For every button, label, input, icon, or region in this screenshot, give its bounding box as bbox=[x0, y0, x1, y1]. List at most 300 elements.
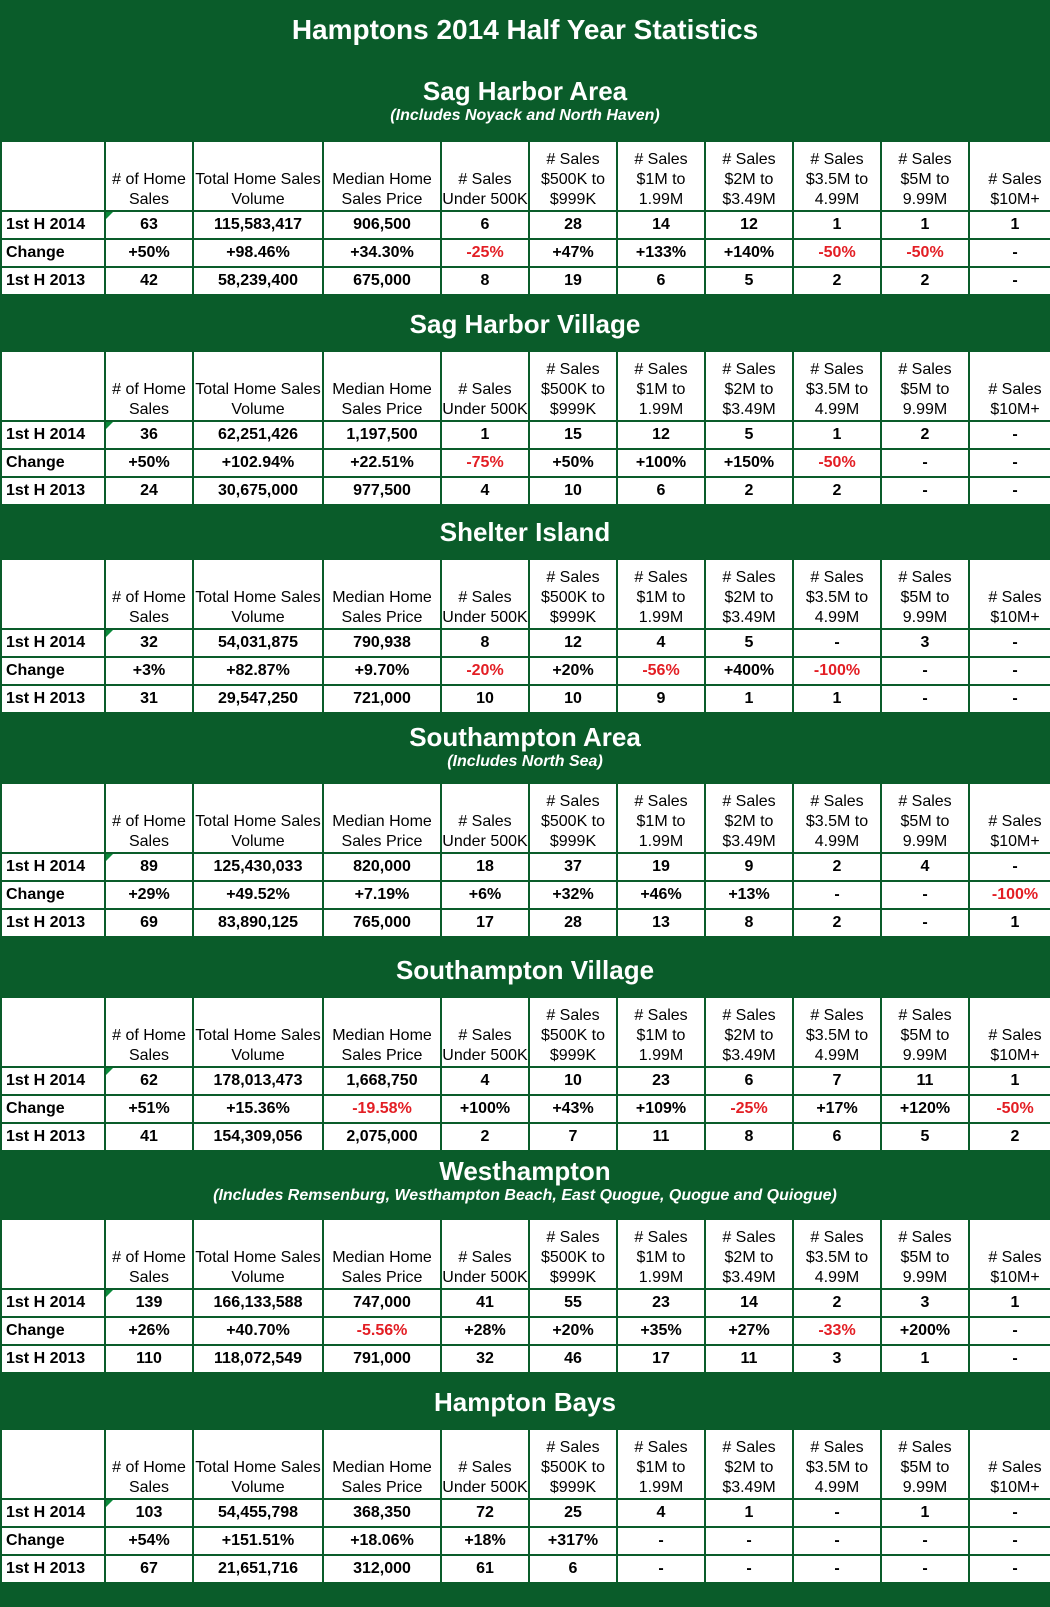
column-header bbox=[1, 1219, 105, 1289]
table-cell: 1,668,750 bbox=[323, 1067, 441, 1095]
column-header: # Sales Under 500K bbox=[441, 351, 529, 421]
row-label bbox=[1, 685, 105, 713]
table-cell: - bbox=[969, 657, 1050, 685]
table-cell: 30,675,000 bbox=[193, 477, 323, 505]
table-cell: 83,890,125 bbox=[193, 909, 323, 937]
table-cell: - bbox=[969, 1499, 1050, 1527]
table-cell: +400% bbox=[705, 657, 793, 685]
row-label-text: 1st H 2014 bbox=[6, 858, 86, 875]
column-header: # Sales $500K to $999K bbox=[529, 351, 617, 421]
column-header: Total Home Sales Volume bbox=[193, 1429, 323, 1499]
cell-comment-marker-icon bbox=[106, 1290, 113, 1297]
table-cell: 5 bbox=[881, 1123, 969, 1151]
table-cell: - bbox=[617, 1555, 705, 1583]
table-row bbox=[1, 239, 1050, 267]
table-cell: 1,197,500 bbox=[323, 421, 441, 449]
table-cell: +43% bbox=[529, 1095, 617, 1123]
table-cell: 29,547,250 bbox=[193, 685, 323, 713]
table-cell: +50% bbox=[529, 449, 617, 477]
table-cell: 11 bbox=[881, 1067, 969, 1095]
column-header: # of Home Sales bbox=[105, 141, 193, 211]
table-cell: - bbox=[705, 1527, 793, 1555]
table-cell: - bbox=[969, 1317, 1050, 1345]
column-header: # of Home Sales bbox=[105, 1219, 193, 1289]
row-label bbox=[1, 1067, 105, 1095]
stats-table bbox=[0, 996, 1050, 1152]
table-cell: 2 bbox=[793, 909, 881, 937]
column-header: Median Home Sales Price bbox=[323, 351, 441, 421]
table-row bbox=[1, 421, 1050, 449]
column-header: # of Home Sales bbox=[105, 559, 193, 629]
table-cell: -100% bbox=[793, 657, 881, 685]
table-cell: 62 bbox=[105, 1067, 193, 1095]
column-header: # Sales $3.5M to 4.99M bbox=[793, 783, 881, 853]
table-cell: 5 bbox=[705, 267, 793, 295]
table-cell: 6 bbox=[529, 1555, 617, 1583]
table-cell: 1 bbox=[793, 211, 881, 239]
column-header: # Sales $3.5M to 4.99M bbox=[793, 141, 881, 211]
table-cell: - bbox=[881, 477, 969, 505]
row-label bbox=[1, 239, 105, 267]
table-cell: 9 bbox=[617, 685, 705, 713]
table-cell: 1 bbox=[793, 421, 881, 449]
table-cell: 2 bbox=[793, 267, 881, 295]
table-cell: - bbox=[793, 1527, 881, 1555]
column-header bbox=[1, 351, 105, 421]
stats-table bbox=[0, 782, 1050, 938]
column-header: # Sales $2M to $3.49M bbox=[705, 559, 793, 629]
row-label-text: 1st H 2013 bbox=[6, 1560, 86, 1577]
table-cell: 3 bbox=[793, 1345, 881, 1373]
table-cell: 17 bbox=[441, 909, 529, 937]
column-header: # Sales $10M+ bbox=[969, 559, 1050, 629]
table-row bbox=[1, 685, 1050, 713]
table-row bbox=[1, 1499, 1050, 1527]
table-cell: -5.56% bbox=[323, 1317, 441, 1345]
row-label-text: Change bbox=[6, 662, 65, 679]
section-header bbox=[0, 944, 1050, 996]
column-header: Total Home Sales Volume bbox=[193, 997, 323, 1067]
column-header: # Sales $1M to 1.99M bbox=[617, 997, 705, 1067]
table-cell: 58,239,400 bbox=[193, 267, 323, 295]
row-label-text: Change bbox=[6, 454, 65, 471]
column-header: # Sales $500K to $999K bbox=[529, 997, 617, 1067]
column-header: # Sales $500K to $999K bbox=[529, 1219, 617, 1289]
table-cell: 36 bbox=[105, 421, 193, 449]
table-cell: -19.58% bbox=[323, 1095, 441, 1123]
table-cell: - bbox=[881, 449, 969, 477]
column-header: # Sales $10M+ bbox=[969, 783, 1050, 853]
table-cell: +82.87% bbox=[193, 657, 323, 685]
table-cell: +49.52% bbox=[193, 881, 323, 909]
table-cell: 32 bbox=[441, 1345, 529, 1373]
column-header: Total Home Sales Volume bbox=[193, 559, 323, 629]
table-cell: 118,072,549 bbox=[193, 1345, 323, 1373]
table-cell: - bbox=[969, 421, 1050, 449]
table-cell: 13 bbox=[617, 909, 705, 937]
row-label-text: Change bbox=[6, 1532, 65, 1549]
table-cell: 115,583,417 bbox=[193, 211, 323, 239]
table-row bbox=[1, 881, 1050, 909]
table-cell: 15 bbox=[529, 421, 617, 449]
table-cell: +26% bbox=[105, 1317, 193, 1345]
table-cell: 23 bbox=[617, 1067, 705, 1095]
column-header: Median Home Sales Price bbox=[323, 141, 441, 211]
column-header: Median Home Sales Price bbox=[323, 997, 441, 1067]
table-cell: 1 bbox=[969, 1067, 1050, 1095]
table-row bbox=[1, 1095, 1050, 1123]
section-title: Sag Harbor Area bbox=[422, 76, 628, 106]
table-cell: 1 bbox=[881, 1499, 969, 1527]
table-row bbox=[1, 853, 1050, 881]
column-header: # Sales $1M to 1.99M bbox=[617, 783, 705, 853]
table-cell: - bbox=[705, 1555, 793, 1583]
table-cell: 166,133,588 bbox=[193, 1289, 323, 1317]
section-title: Hampton Bays bbox=[433, 1387, 617, 1417]
column-header: # Sales $5M to 9.99M bbox=[881, 1429, 969, 1499]
table-row bbox=[1, 477, 1050, 505]
table-header-row bbox=[1, 559, 1050, 629]
table-row bbox=[1, 629, 1050, 657]
table-cell: +150% bbox=[705, 449, 793, 477]
table-cell: 54,031,875 bbox=[193, 629, 323, 657]
table-cell: +317% bbox=[529, 1527, 617, 1555]
column-header: # Sales $1M to 1.99M bbox=[617, 141, 705, 211]
table-cell: 6 bbox=[793, 1123, 881, 1151]
column-header: # Sales Under 500K bbox=[441, 559, 529, 629]
table-row bbox=[1, 1317, 1050, 1345]
table-cell: +140% bbox=[705, 239, 793, 267]
table-cell: 2 bbox=[793, 1289, 881, 1317]
column-header: # of Home Sales bbox=[105, 997, 193, 1067]
table-cell: +47% bbox=[529, 239, 617, 267]
table-cell: 55 bbox=[529, 1289, 617, 1317]
table-cell: 28 bbox=[529, 909, 617, 937]
page-title: Hamptons 2014 Half Year Statistics bbox=[291, 14, 759, 45]
row-label bbox=[1, 211, 105, 239]
table-row bbox=[1, 1345, 1050, 1373]
table-cell: - bbox=[969, 449, 1050, 477]
table-cell: +22.51% bbox=[323, 449, 441, 477]
column-header: # Sales $2M to $3.49M bbox=[705, 997, 793, 1067]
column-header: # Sales $2M to $3.49M bbox=[705, 141, 793, 211]
section-title: Sag Harbor Village bbox=[409, 309, 641, 339]
table-cell: 103 bbox=[105, 1499, 193, 1527]
column-header: # Sales $10M+ bbox=[969, 997, 1050, 1067]
row-label-text: 1st H 2014 bbox=[6, 216, 86, 233]
row-label bbox=[1, 853, 105, 881]
cell-comment-marker-icon bbox=[106, 212, 113, 219]
table-cell: 721,000 bbox=[323, 685, 441, 713]
column-header: Median Home Sales Price bbox=[323, 783, 441, 853]
table-cell: 24 bbox=[105, 477, 193, 505]
table-cell: 4 bbox=[617, 1499, 705, 1527]
table-cell: 10 bbox=[529, 685, 617, 713]
table-cell: 18 bbox=[441, 853, 529, 881]
column-header: # Sales $10M+ bbox=[969, 1429, 1050, 1499]
row-label-text: Change bbox=[6, 1322, 65, 1339]
table-cell: 10 bbox=[529, 477, 617, 505]
row-label bbox=[1, 1095, 105, 1123]
column-header: # Sales $500K to $999K bbox=[529, 559, 617, 629]
column-header: Total Home Sales Volume bbox=[193, 141, 323, 211]
table-row bbox=[1, 267, 1050, 295]
table-cell: - bbox=[969, 267, 1050, 295]
table-cell: +40.70% bbox=[193, 1317, 323, 1345]
row-label-text: Change bbox=[6, 244, 65, 261]
section-header bbox=[0, 506, 1050, 558]
table-cell: 765,000 bbox=[323, 909, 441, 937]
column-header: Total Home Sales Volume bbox=[193, 783, 323, 853]
row-label bbox=[1, 1499, 105, 1527]
column-header: # Sales $10M+ bbox=[969, 141, 1050, 211]
table-cell: 12 bbox=[617, 421, 705, 449]
section-header bbox=[0, 62, 1050, 140]
table-cell: 1 bbox=[705, 1499, 793, 1527]
table-cell: 312,000 bbox=[323, 1555, 441, 1583]
column-header bbox=[1, 997, 105, 1067]
section-southampton-village bbox=[0, 944, 1050, 1152]
table-cell: 1 bbox=[441, 421, 529, 449]
column-header: # Sales $5M to 9.99M bbox=[881, 783, 969, 853]
column-header: # Sales $2M to $3.49M bbox=[705, 1219, 793, 1289]
section-title: Southampton Area bbox=[409, 722, 641, 752]
row-label-text: 1st H 2014 bbox=[6, 634, 86, 651]
table-cell: +6% bbox=[441, 881, 529, 909]
table-cell: 8 bbox=[441, 629, 529, 657]
table-cell: +29% bbox=[105, 881, 193, 909]
table-cell: +200% bbox=[881, 1317, 969, 1345]
column-header: # Sales Under 500K bbox=[441, 1219, 529, 1289]
table-cell: 69 bbox=[105, 909, 193, 937]
column-header: # Sales $2M to $3.49M bbox=[705, 351, 793, 421]
column-header: # Sales $500K to $999K bbox=[529, 1429, 617, 1499]
column-header: # Sales $500K to $999K bbox=[529, 141, 617, 211]
table-cell: - bbox=[969, 477, 1050, 505]
table-cell: - bbox=[881, 881, 969, 909]
table-cell: +100% bbox=[441, 1095, 529, 1123]
table-cell: 32 bbox=[105, 629, 193, 657]
table-cell: +20% bbox=[529, 657, 617, 685]
table-cell: 17 bbox=[617, 1345, 705, 1373]
table-cell: 7 bbox=[793, 1067, 881, 1095]
column-header: # Sales Under 500K bbox=[441, 141, 529, 211]
column-header: # Sales Under 500K bbox=[441, 1429, 529, 1499]
table-cell: 2 bbox=[793, 477, 881, 505]
table-cell: +18% bbox=[441, 1527, 529, 1555]
section-header bbox=[0, 712, 1050, 782]
table-cell: 2 bbox=[705, 477, 793, 505]
table-cell: +54% bbox=[105, 1527, 193, 1555]
column-header: Total Home Sales Volume bbox=[193, 1219, 323, 1289]
table-cell: - bbox=[969, 239, 1050, 267]
column-header: # Sales $2M to $3.49M bbox=[705, 783, 793, 853]
column-header: # Sales $1M to 1.99M bbox=[617, 1429, 705, 1499]
table-cell: 820,000 bbox=[323, 853, 441, 881]
table-cell: +15.36% bbox=[193, 1095, 323, 1123]
table-cell: 4 bbox=[441, 1067, 529, 1095]
row-label-text: 1st H 2013 bbox=[6, 914, 86, 931]
table-cell: 1 bbox=[705, 685, 793, 713]
row-label-text: 1st H 2013 bbox=[6, 1128, 86, 1145]
row-label-text: 1st H 2013 bbox=[6, 690, 86, 707]
table-cell: +9.70% bbox=[323, 657, 441, 685]
table-cell: 747,000 bbox=[323, 1289, 441, 1317]
table-cell: +120% bbox=[881, 1095, 969, 1123]
stats-table bbox=[0, 140, 1050, 296]
row-label-text: 1st H 2014 bbox=[6, 426, 86, 443]
table-cell: -56% bbox=[617, 657, 705, 685]
row-label bbox=[1, 449, 105, 477]
row-label-text: Change bbox=[6, 1100, 65, 1117]
table-cell: 54,455,798 bbox=[193, 1499, 323, 1527]
section-header bbox=[0, 1144, 1050, 1218]
table-cell: 8 bbox=[705, 1123, 793, 1151]
table-cell: 1 bbox=[969, 211, 1050, 239]
table-cell: - bbox=[881, 909, 969, 937]
section-hampton-bays bbox=[0, 1376, 1050, 1584]
column-header: # Sales $2M to $3.49M bbox=[705, 1429, 793, 1499]
table-cell: - bbox=[969, 1345, 1050, 1373]
table-cell: 6 bbox=[617, 477, 705, 505]
table-cell: - bbox=[617, 1527, 705, 1555]
table-cell: +109% bbox=[617, 1095, 705, 1123]
table-cell: -50% bbox=[881, 239, 969, 267]
column-header: # Sales Under 500K bbox=[441, 783, 529, 853]
row-label bbox=[1, 1317, 105, 1345]
row-label-text: 1st H 2013 bbox=[6, 482, 86, 499]
table-cell: 89 bbox=[105, 853, 193, 881]
table-cell: - bbox=[881, 685, 969, 713]
table-cell: - bbox=[969, 685, 1050, 713]
table-cell: 1 bbox=[881, 211, 969, 239]
row-label bbox=[1, 881, 105, 909]
table-cell: +3% bbox=[105, 657, 193, 685]
table-cell: - bbox=[881, 1527, 969, 1555]
column-header: # of Home Sales bbox=[105, 351, 193, 421]
table-cell: 1 bbox=[969, 909, 1050, 937]
section-note: (Includes North Sea) bbox=[447, 753, 603, 770]
column-header: # of Home Sales bbox=[105, 1429, 193, 1499]
table-row bbox=[1, 1555, 1050, 1583]
table-cell: 21,651,716 bbox=[193, 1555, 323, 1583]
table-cell: 110 bbox=[105, 1345, 193, 1373]
table-cell: -33% bbox=[793, 1317, 881, 1345]
column-header bbox=[1, 1429, 105, 1499]
section-shelter-island bbox=[0, 506, 1050, 714]
section-title: Shelter Island bbox=[439, 517, 611, 547]
table-header-row bbox=[1, 141, 1050, 211]
table-cell: 8 bbox=[441, 267, 529, 295]
table-cell: 25 bbox=[529, 1499, 617, 1527]
table-cell: - bbox=[969, 1527, 1050, 1555]
table-row bbox=[1, 449, 1050, 477]
table-cell: -25% bbox=[705, 1095, 793, 1123]
section-southampton-area bbox=[0, 712, 1050, 938]
stats-table bbox=[0, 558, 1050, 714]
table-cell: 11 bbox=[617, 1123, 705, 1151]
column-header: Median Home Sales Price bbox=[323, 559, 441, 629]
table-cell: - bbox=[793, 1555, 881, 1583]
table-cell: +13% bbox=[705, 881, 793, 909]
cell-comment-marker-icon bbox=[106, 854, 113, 861]
table-cell: 125,430,033 bbox=[193, 853, 323, 881]
section-sag-harbor-village bbox=[0, 298, 1050, 506]
table-cell: 2 bbox=[969, 1123, 1050, 1151]
column-header: # Sales $3.5M to 4.99M bbox=[793, 351, 881, 421]
row-label-text: 1st H 2013 bbox=[6, 272, 86, 289]
column-header: # Sales $1M to 1.99M bbox=[617, 351, 705, 421]
table-cell: 906,500 bbox=[323, 211, 441, 239]
row-label bbox=[1, 629, 105, 657]
section-note: (Includes Remsenburg, Westhampton Beach, East Quogue, Quogue and Quiogue) bbox=[213, 1187, 837, 1204]
column-header: # Sales $10M+ bbox=[969, 351, 1050, 421]
table-cell: +28% bbox=[441, 1317, 529, 1345]
table-cell: +34.30% bbox=[323, 239, 441, 267]
table-cell: 11 bbox=[705, 1345, 793, 1373]
column-header: # Sales $1M to 1.99M bbox=[617, 1219, 705, 1289]
table-cell: 19 bbox=[529, 267, 617, 295]
row-label-text: Change bbox=[6, 886, 65, 903]
table-cell: 3 bbox=[881, 629, 969, 657]
table-cell: 1 bbox=[793, 685, 881, 713]
table-cell: +32% bbox=[529, 881, 617, 909]
table-cell: 5 bbox=[705, 421, 793, 449]
table-cell: +133% bbox=[617, 239, 705, 267]
column-header: # Sales Under 500K bbox=[441, 997, 529, 1067]
row-label bbox=[1, 1289, 105, 1317]
table-cell: 28 bbox=[529, 211, 617, 239]
cell-comment-marker-icon bbox=[106, 630, 113, 637]
column-header: # Sales $5M to 9.99M bbox=[881, 559, 969, 629]
table-cell: 37 bbox=[529, 853, 617, 881]
table-cell: +35% bbox=[617, 1317, 705, 1345]
table-cell: - bbox=[793, 629, 881, 657]
table-cell: 154,309,056 bbox=[193, 1123, 323, 1151]
column-header: # Sales $5M to 9.99M bbox=[881, 1219, 969, 1289]
table-cell: -75% bbox=[441, 449, 529, 477]
table-cell: +98.46% bbox=[193, 239, 323, 267]
table-cell: - bbox=[881, 1555, 969, 1583]
table-cell: +20% bbox=[529, 1317, 617, 1345]
table-cell: -25% bbox=[441, 239, 529, 267]
table-cell: 31 bbox=[105, 685, 193, 713]
row-label-text: 1st H 2014 bbox=[6, 1294, 86, 1311]
table-cell: 12 bbox=[529, 629, 617, 657]
row-label bbox=[1, 1555, 105, 1583]
table-cell: 4 bbox=[441, 477, 529, 505]
table-cell: -20% bbox=[441, 657, 529, 685]
table-cell: +18.06% bbox=[323, 1527, 441, 1555]
column-header: # Sales $5M to 9.99M bbox=[881, 141, 969, 211]
table-cell: 42 bbox=[105, 267, 193, 295]
table-cell: 8 bbox=[705, 909, 793, 937]
table-cell: - bbox=[793, 1499, 881, 1527]
table-cell: 19 bbox=[617, 853, 705, 881]
row-label bbox=[1, 477, 105, 505]
column-header bbox=[1, 141, 105, 211]
table-cell: 14 bbox=[705, 1289, 793, 1317]
table-cell: 7 bbox=[529, 1123, 617, 1151]
table-cell: - bbox=[969, 1555, 1050, 1583]
cell-comment-marker-icon bbox=[106, 1500, 113, 1507]
table-cell: +102.94% bbox=[193, 449, 323, 477]
table-cell: -50% bbox=[793, 449, 881, 477]
column-header: # Sales $1M to 1.99M bbox=[617, 559, 705, 629]
table-cell: 2 bbox=[881, 421, 969, 449]
column-header: Median Home Sales Price bbox=[323, 1219, 441, 1289]
table-cell: 2 bbox=[881, 267, 969, 295]
